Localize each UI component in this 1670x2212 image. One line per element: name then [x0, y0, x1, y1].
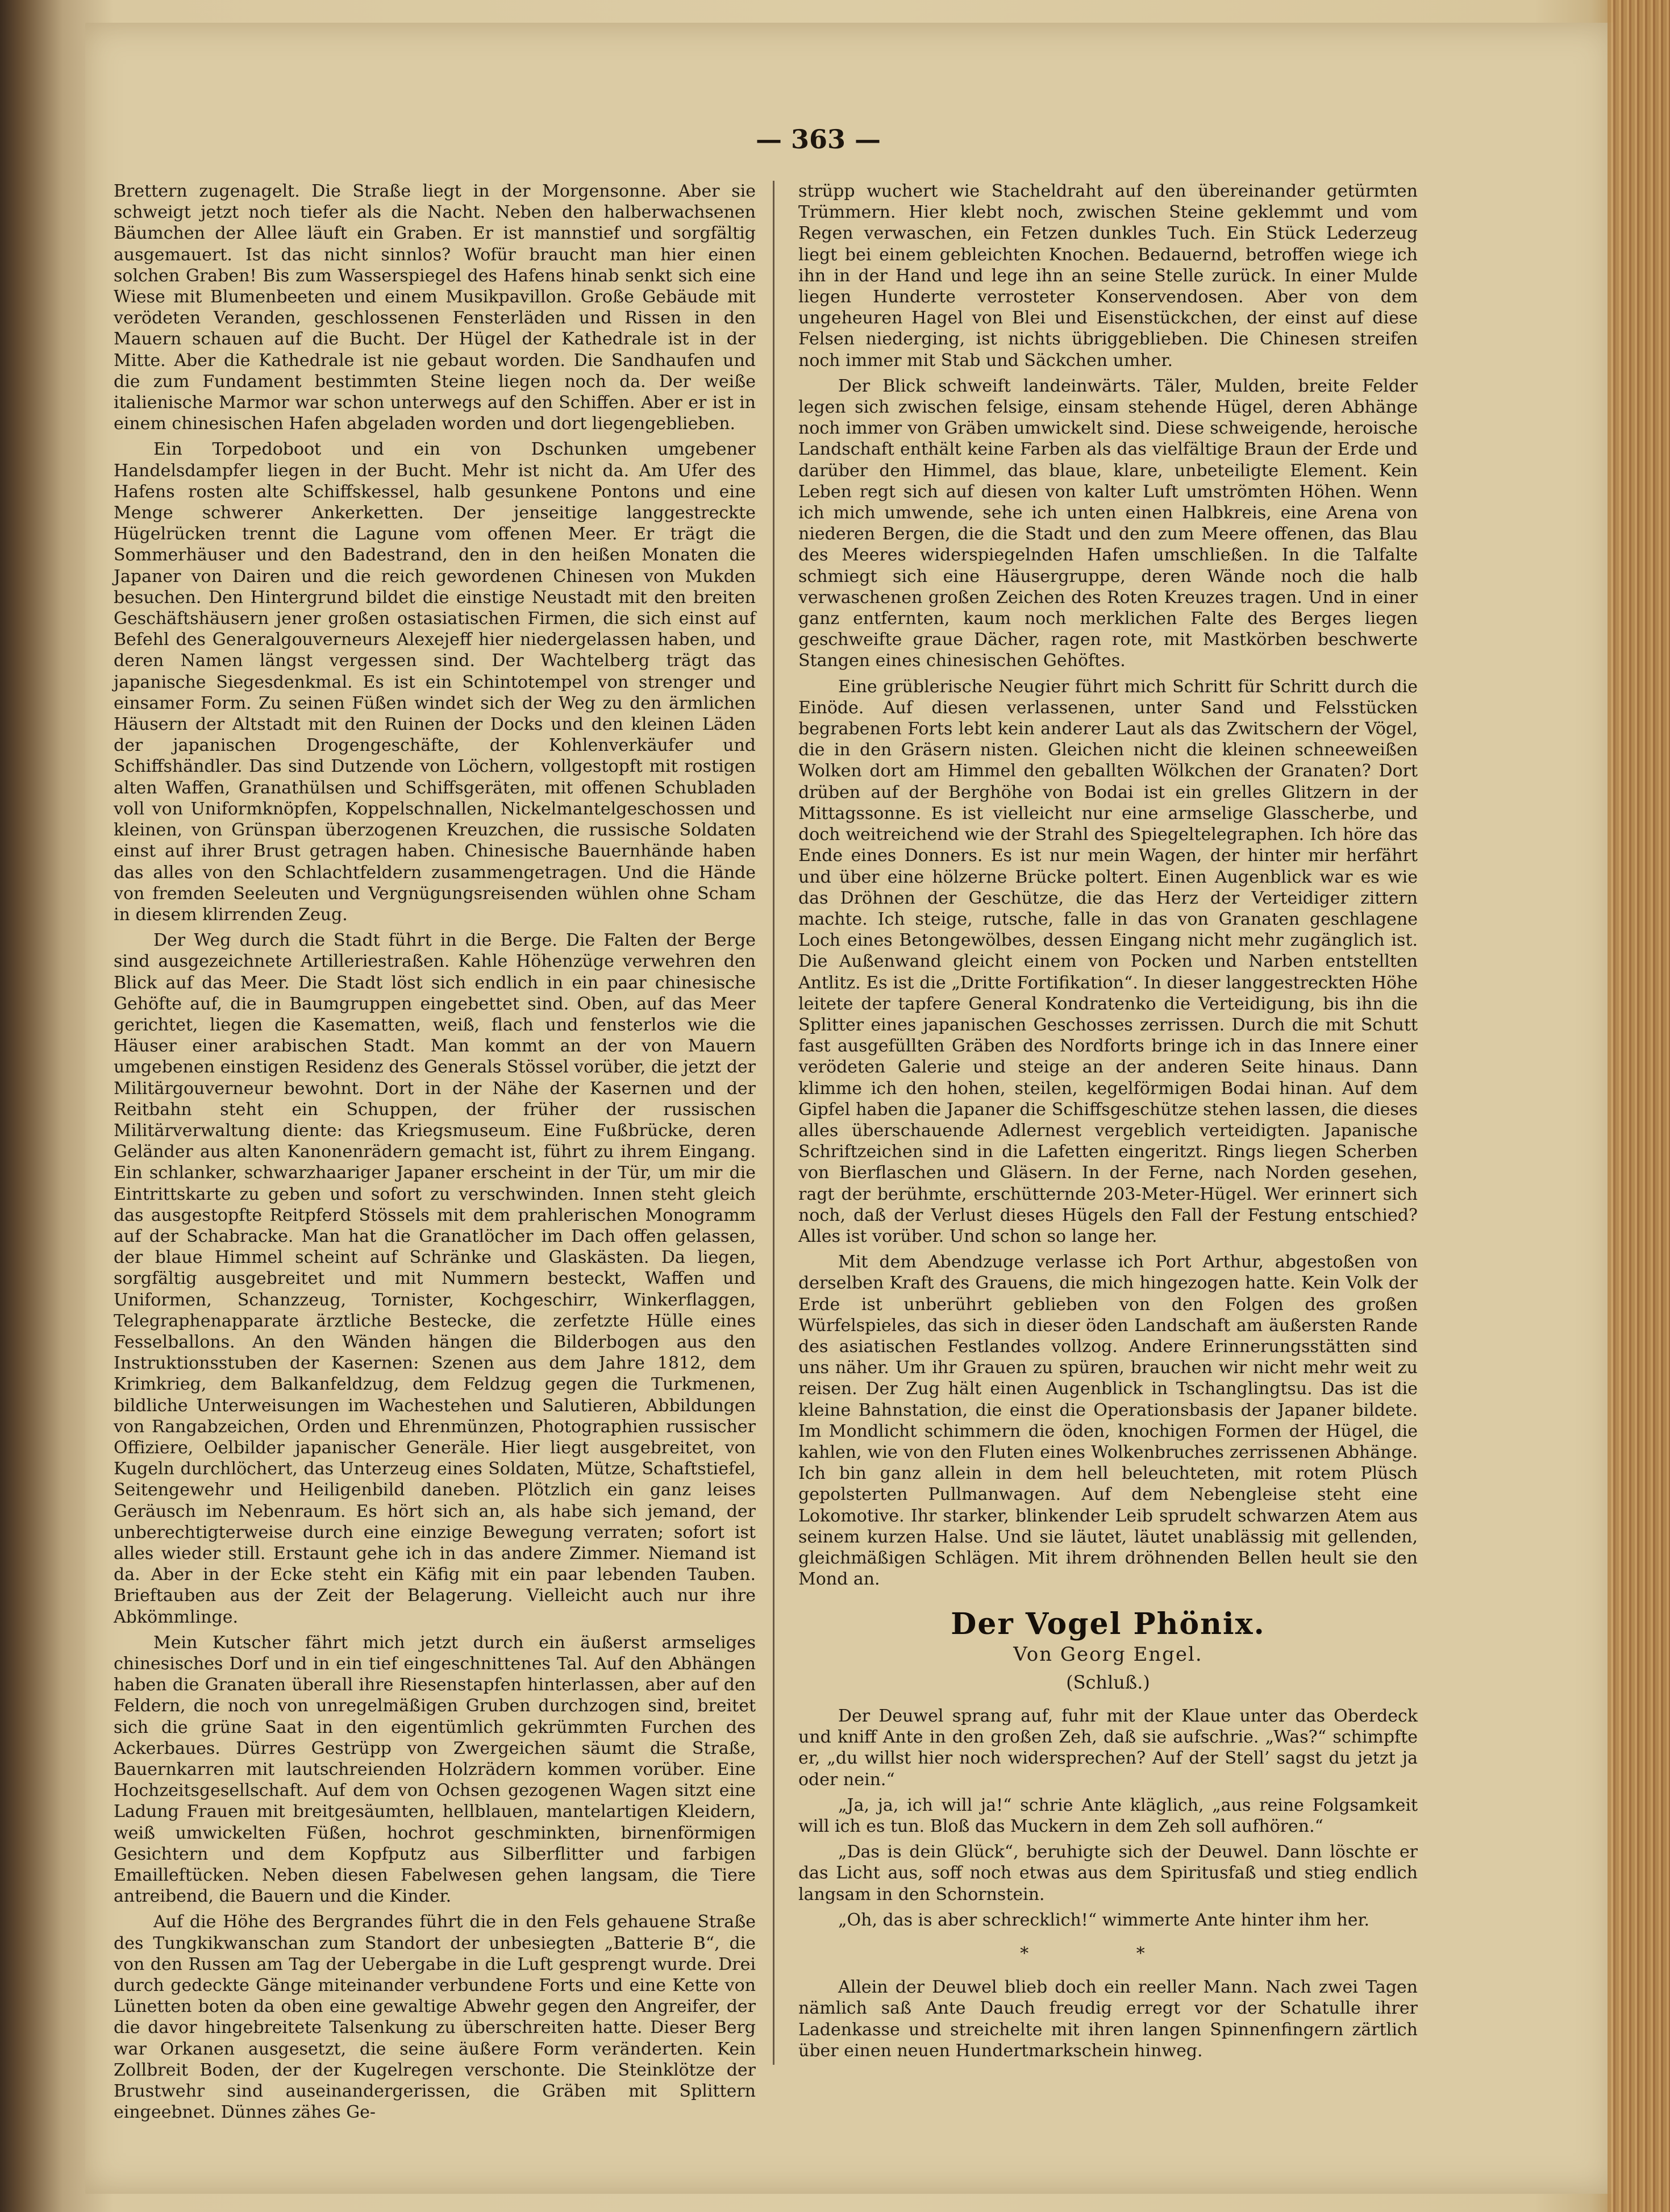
paragraph: Mit dem Abendzuge verlasse ich Port Arthur, abgestoßen von derselben Kraft des Grauens, die mich hingezogen hatte. Kein Volk der Erde ist unberührt geblieben von den Folgen des großen Würfelspieles, das sich in dieser öden Landschaft am äußersten Rande des asiatischen Festlandes vollzog. Andere Erinnerungsstätten sind uns näher. Um ihr Grauen zu spüren, brauchen wir nicht mehr weit zu reisen. Der Zug hält einen Augenblick in Tschanglingtsu. Das ist die kleine Bahnstation, die einst die Operationsbasis der Japaner bildete. Im Mondlicht schimmern die öden, knochigen Formen der Hügel, die kahlen, wie von den Fluten eines Wolkenbruches zerrissenen Abhänge. Ich bin ganz allein in dem hell beleuchteten, mit rotem Plüsch gepolsterten Pullmanwagen. Auf dem Nebengleise steht eine Lokomotive. Ihr starker, blinkender Leib sprudelt schwarzen Atem aus seinem kurzen Halse. Und sie läutet, läutet unablässig mit gellenden, gleichmäßigen Schlägen. Mit ihrem dröhnenden Bellen heult sie den Mond an.	[798, 1252, 1418, 1590]
page-number: — 363 —	[755, 124, 881, 155]
story-paragraph: Der Deuwel sprang auf, fuhr mit der Klaue unter das Oberdeck und kniff Ante in den großen Zeh, daß sie aufschrie. „Was?“ schimpfte er, „du willst hier noch widersprechen? Auf der Stell’ sagst du jetzt ja oder nein.“	[798, 1706, 1418, 1790]
book-edge	[1607, 0, 1670, 2212]
paragraph: Mein Kutscher fährt mich jetzt durch ein äußerst armseliges chinesisches Dorf und in ein tief eingeschnittenes Tal. Auf den Abhängen haben die Granaten überall ihre Riesenstapfen hinterlassen, aber auf den Feldern, die noch von unregelmäßigen Gruben durchzogen sind, breitet sich die grüne Saat in den eigentümlich gekrümmten Furchen des Ackerbaues. Dürres Gestrüpp von Zwergeichen säumt die Straße, Bauernkarren mit lautschreienden Holzrädern kommen vorüber. Eine Hochzeitsgesellschaft. Auf dem von Ochsen gezogenen Wagen sitzt eine Ladung Frauen mit breitgesäumten, hellblauen, mantelartigen Kleidern, weiß umwickelten Füßen, hochrot geschminkten, birnenförmigen Gesichtern und dem Kopfputz aus Silberflitter und farbigen Emailleftücken. Neben diesen Fabelwesen gehen langsam, die Tiere antreibend, die Bauern und die Kinder.	[114, 1632, 756, 1907]
story-paragraph: „Ja, ja, ich will ja!“ schrie Ante kläglich, „aus reine Folgsamkeit will ich es tun. Bloß das Muckern in dem Zeh soll aufhören.“	[798, 1795, 1418, 1837]
story-paragraph: „Das is dein Glück“, beruhigte sich der Deuwel. Dann löschte er das Licht aus, soff noch etwas aus dem Spiritusfaß und stieg endlich langsam in den Schornstein.	[798, 1842, 1418, 1905]
column-divider	[773, 181, 774, 2065]
paragraph: Eine grüblerische Neugier führt mich Schritt für Schritt durch die Einöde. Auf diesen verlassenen, unter Sand und Felsstücken begrabenen Forts lebt kein anderer Laut als das Zwitschern der Vögel, die in den Gräsern nisten. Gleichen nicht die kleinen schneeweißen Wolken dort am Himmel den geballten Wölkchen der Granaten? Dort drüben auf der Berghöhe von Bodai ist ein grelles Glitzern in der Mittagssonne. Es ist vielleicht nur eine armselige Glasscherbe, und doch weitreichend wie der Strahl des Spiegeltelegraphen. Ich höre das Ende eines Donners. Es ist nur mein Wagen, der hinter mir herfährt und über eine hölzerne Brücke poltert. Einen Augenblick war es wie das Dröhnen der Geschütze, die das Herz der Verteidiger zittern machte. Ich steige, rutsche, falle in das von Granaten geschlagene Loch eines Betongewölbes, dessen Eingang nicht mehr zugänglich ist. Die Außenwand gleicht einem von Pocken und Narben entstellten Antlitz. Es ist die „Dritte Fortifikation“. In dieser langgestreckten Höhe leitete der tapfere General Kondratenko die Verteidigung, bis ihn die Splitter eines japanischen Geschosses zerrissen. Durch die mit Schutt fast ausgefüllten Gräben des Nordforts bringe ich in das Innere einer verödeten Galerie und steige an der anderen Seite hinaus. Dann klimme ich den hohen, steilen, kegelförmigen Bodai hinan. Auf dem Gipfel haben die Japaner die Schiffsgeschütze stehen lassen, die dieses alles überschauende Adlernest vergeblich verteidigten. Japanische Schriftzeichen sind in die Lafetten eingeritzt. Rings liegen Scherben von Bierflaschen und Gläsern. In der Ferne, nach Norden gesehen, ragt der berühmte, erschütternde 203-Meter-Hügel. Wer erinnert sich noch, daß der Verlust dieses Hügels den Fall der Festung entschied? Alles ist vorüber. Und schon so lange her.	[798, 676, 1418, 1246]
paragraph: strüpp wuchert wie Stacheldraht auf den übereinander getürmten Trümmern. Hier klebt noch, zwischen Steine geklemmt und vom Regen verwaschen, ein Fetzen dunkles Tuch. Ein Stück Lederzeug liegt bei einem gebleichten Knochen. Bedauernd, betroffen wiege ich ihn in der Hand und lege ihn an seine Stelle zurück. In einer Mulde liegen Hunderte verrosteter Konservendosen. Aber von dem ungeheuren Hagel von Blei und Eisenstückchen, der einst auf diese Felsen niederging, ist nichts übriggeblieben. Die Chinesen streifen noch immer mit Stab und Säckchen umher.	[798, 181, 1418, 371]
paragraph: Brettern zugenagelt. Die Straße liegt in der Morgensonne. Aber sie schweigt jetzt noch tiefer als die Nacht. Neben den halberwachsenen Bäumchen der Allee läuft ein Graben. Er ist mannstief und sorgfältig ausgemauert. Ist das nicht sinnlos? Wofür braucht man hier einen solchen Graben! Bis zum Wasserspiegel des Hafens hinab senkt sich eine Wiese mit Blumenbeeten und einem Musikpavillon. Große Gebäude mit verödeten Veranden, geschlossenen Fensterläden und Rissen in den Mauern schauen auf die Bucht. Der Hügel der Kathedrale ist in der Mitte. Aber die Kathedrale ist nie gebaut worden. Die Sandhaufen und die zum Fundament bestimmten Steine liegen noch da. Der weiße italienische Marmor war schon unterwegs auf den Schiffen. Aber er ist in einem chinesischen Hafen abgeladen worden und dort liegengeblieben.	[114, 181, 756, 434]
paragraph: Der Weg durch die Stadt führt in die Berge. Die Falten der Berge sind ausgezeichnete Artilleriestraßen. Kahle Höhenzüge verwehren den Blick auf das Meer. Die Stadt löst sich endlich in ein paar chinesische Gehöfte auf, die in Baumgruppen eingebettet sind. Oben, auf das Meer gerichtet, liegen die Kasematten, weiß, flach und fensterlos wie die Häuser einer arabischen Stadt. Man kommt an der von Mauern umgebenen einstigen Residenz des Generals Stössel vorüber, die jetzt der Militärgouverneur bewohnt. Dort in der Nähe der Kasernen und der Reitbahn steht ein Schuppen, der früher der russischen Militärverwaltung diente: das Kriegsmuseum. Eine Fußbrücke, deren Geländer aus alten Kanonenrädern gemacht ist, führt zu ihrem Eingang. Ein schlanker, schwarzhaariger Japaner erscheint in der Tür, um mir die Eintrittskarte zu geben und sofort zu verschwinden. Innen steht gleich das ausgestopfte Reitpferd Stössels mit dem prahlerischen Monogramm auf der Schabracke. Man hat die Granatlöcher im Dach offen gelassen, der blaue Himmel scheint auf Schränke und Glaskästen. Da liegen, sorgfältig ausgebreitet und mit Nummern besteckt, Waffen und Uniformen, Schanzzeug, Tornister, Kochgeschirr, Winkerflaggen, Telegraphenapparate ärztliche Bestecke, die zerfetzte Hülle eines Fesselballons. An den Wänden hängen die Bilderbogen aus den Instruktionsstuben der Kasernen: Szenen aus dem Jahre 1812, dem Krimkrieg, dem Balkanfeldzug, dem Feldzug gegen die Turkmenen, bildliche Unterweisungen im Wachestehen und Salutieren, Abbildungen von Rangabzeichen, Orden und Ehrenmünzen, Photographien russischer Offiziere, Oelbilder japanischer Generäle. Hier liegt ausgebreitet, von Kugeln durchlöchert, das Unterzeug eines Soldaten, Mütze, Schaftstiefel, Seitengewehr und Heiligenbild daneben. Plötzlich ein ganz leises Geräusch im Nebenraum. Es hört sich an, als habe sich jemand, der unberechtigterweise durch eine einzige Bewegung verraten; sofort ist alles wieder still. Erstaunt gehe ich in das andere Zimmer. Niemand ist da. Aber in der Ecke steht ein Käfig mit ein paar lebenden Tauben. Brieftauben aus der Zeit der Belagerung. Vielleicht auch nur ihre Abkömmlinge.	[114, 930, 756, 1627]
story-continuation-note: (Schluß.)	[1066, 1671, 1150, 1693]
paragraph: Der Blick schweift landeinwärts. Täler, Mulden, breite Felder legen sich zwischen felsige, einsam stehende Hügel, deren Abhänge noch immer von Gräben umwickelt sind. Diese schweigende, heroische Landschaft enthält keine Farben als das vielfältige Braun der Erde und darüber den Himmel, das blaue, klare, unbeteiligte Element. Kein Leben regt sich auf diesen von kalter Luft umströmten Höhen. Wenn ich mich umwende, sehe ich unten einen Halbkreis, eine Arena von niederen Bergen, die die Stadt und den zum Meere offenen, das Blau des Meeres widerspiegelnden Hafen umschließen. In die Talfalte schmiegt sich eine Häusergruppe, deren Wände noch die halb verwaschenen großen Zeichen des Roten Kreuzes tragen. Und in einer ganz entfernten, kaum noch merklichen Falte des Berges liegen geschweifte graue Dächer, ragen rote, mit Mastkörben beschwerte Stangen eines chinesischen Gehöftes.	[798, 376, 1418, 671]
story-title: Der Vogel Phönix.	[951, 1607, 1265, 1642]
story-byline: Von Georg Engel.	[1013, 1643, 1203, 1666]
right-column	[798, 181, 1418, 2061]
left-column	[114, 181, 756, 2123]
story-paragraph: Allein der Deuwel blieb doch ein reeller Mann. Nach zwei Tagen nämlich saß Ante Dauch freudig erregt vor der Schatulle ihrer Ladenkasse und streichelte mit ihren langen Spinnenfingern zärtlich über einen neuen Hundertmarkschein hinweg.	[798, 1977, 1418, 2061]
story-paragraph: „Oh, das is aber schrecklich!“ wimmerte Ante hinter ihm her.	[838, 1910, 1370, 1930]
paragraph: Ein Torpedoboot und ein von Dschunken umgebener Handelsdampfer liegen in der Bucht. Mehr ist nicht da. Am Ufer des Hafens rosten alte Schiffskessel, halb gesunkene Pontons und eine Menge schwerer Ankerketten. Der jenseitige langgestreckte Hügelrücken trennt die Lagune vom offenen Meer. Er trägt die Sommerhäuser und den Badestrand, den in den heißen Monaten die Japaner von Dairen und die reich gewordenen Chinesen von Mukden besuchen. Den Hintergrund bildet die einstige Neustadt mit den breiten Geschäftshäusern jener großen ostasiatischen Firmen, die sich einst auf Befehl des Generalgouverneurs Alexejeff hier niedergelassen haben, und deren Namen längst vergessen sind. Der Wachtelberg trägt das japanische Siegesdenkmal. Es ist ein Schintotempel von strenger und einsamer Form. Zu seinen Füßen windet sich der Weg zu den ärmlichen Häusern der Altstadt mit den Ruinen der Docks und den kleinen Läden der japanischen Drogengeschäfte, der Kohlenverkäufer und Schiffshändler. Das sind Dutzende von Löchern, vollgestopft mit rostigen alten Waffen, Granathülsen und Schiffsgeräten, mit offenen Schubladen voll von Uniformknöpfen, Koppelschnallen, Nickelmantelgeschossen und kleinen, von Grünspan überzogenen Kreuzchen, die russische Soldaten einst auf ihrer Brust getragen haben. Chinesische Bauernhände haben das alles von den Schlachtfeldern zusammengetragen. Und die Hände von fremden Seeleuten und Vergnügungsreisenden wühlen ohne Scham in diesem klirrenden Zeug.	[114, 439, 756, 925]
section-separator: * *	[1020, 1944, 1196, 1964]
paragraph: Auf die Höhe des Bergrandes führt die in den Fels gehauene Straße des Tungkikwanschan zum Standort der unbesiegten „Batterie B“, die von den Russen am Tag der Uebergabe in die Luft gesprengt wurde. Drei durch gedeckte Gänge miteinander verbundene Forts und eine Kette von Lünetten boten da oben eine gewaltige Abwehr gegen den Angreifer, der die davor hingebreitete Talsenkung zu überschreiten hatte. Dieser Berg war Orkanen ausgesetzt, die seine äußere Form veränderten. Kein Zollbreit Boden, der der Kugelregen verschonte. Die Steinklötze der Brustwehr sind auseinandergerissen, die Gräben mit Splittern eingeebnet. Dünnes zähes Ge-	[114, 1912, 756, 2123]
